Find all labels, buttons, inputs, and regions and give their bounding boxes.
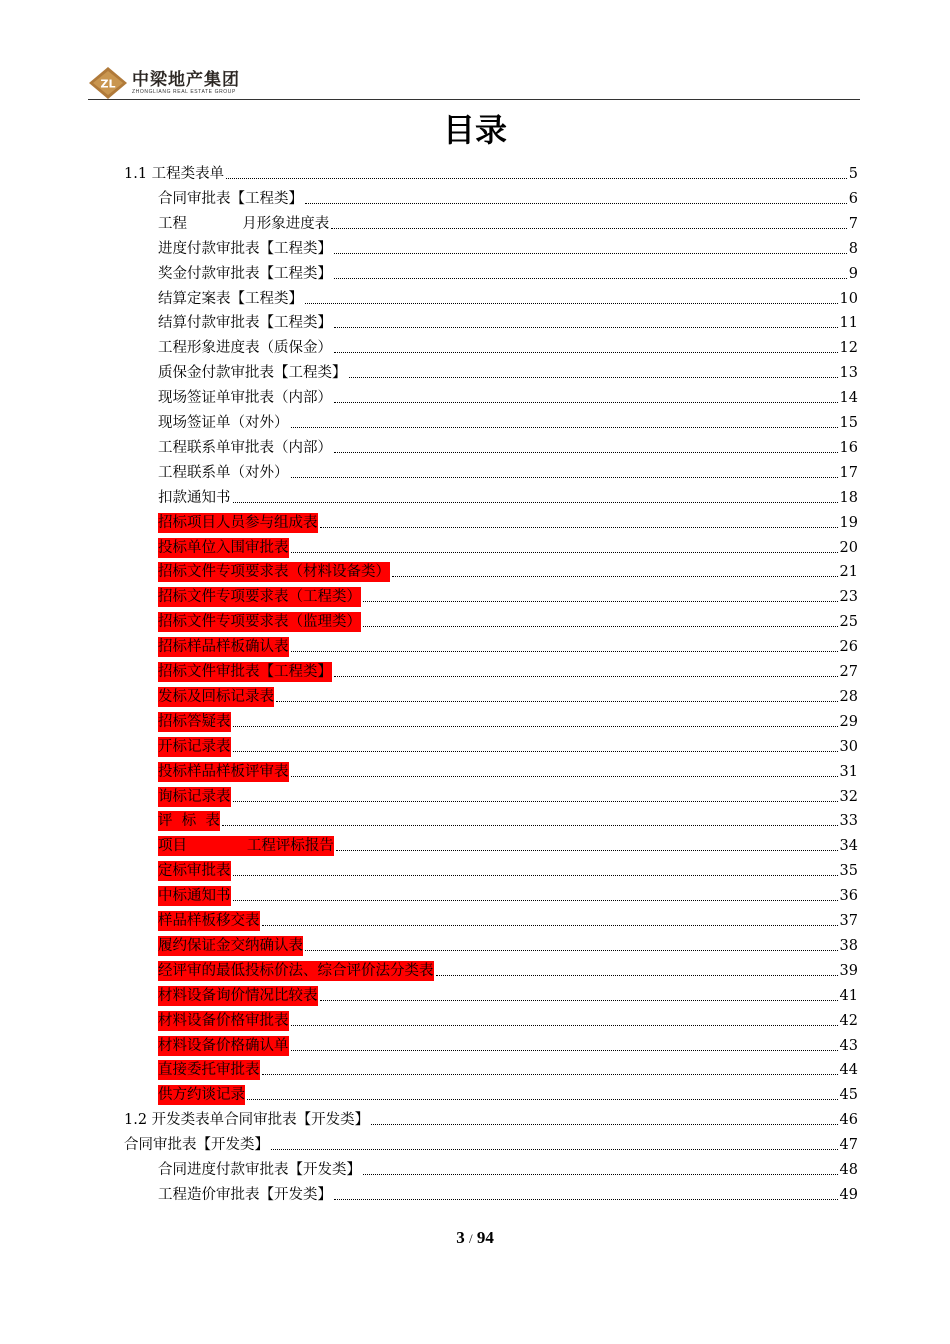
- toc-entry-page: 21: [839, 564, 858, 581]
- toc-entry-title: 开标记录表: [158, 738, 231, 755]
- dot-leader: [334, 278, 847, 279]
- toc-entry[interactable]: [158, 486, 858, 508]
- toc-entry[interactable]: [158, 287, 858, 309]
- toc-entry-title: 招标文件专项要求表（监理类）: [158, 614, 361, 631]
- page-footer: [0, 1228, 950, 1248]
- toc-entry-page: 26: [839, 639, 858, 656]
- dot-leader: [291, 552, 838, 553]
- toc-entry-title: 现场签证单（对外）: [158, 415, 289, 431]
- dot-leader: [247, 1099, 838, 1100]
- toc-entry-page: 15: [839, 415, 858, 431]
- toc-entry-title: 奖金付款审批表【工程类】: [158, 265, 332, 282]
- dot-leader: [363, 601, 838, 602]
- toc-entry[interactable]: [158, 511, 858, 533]
- current-page-number: 3: [456, 1228, 465, 1247]
- toc-entry[interactable]: [158, 884, 858, 906]
- toc-entry-title: 项目 工程评标报告: [158, 838, 334, 855]
- toc-entry-page: 49: [839, 1186, 858, 1203]
- dot-leader: [233, 751, 838, 752]
- toc-entry[interactable]: [158, 1034, 858, 1056]
- dot-leader: [331, 228, 846, 229]
- toc-entry-title: 现场签证单审批表（内部）: [158, 390, 332, 407]
- toc-entry[interactable]: [158, 785, 858, 807]
- toc-entry[interactable]: [158, 984, 858, 1006]
- toc-entry-title: 中标通知书: [158, 888, 231, 905]
- toc-entry[interactable]: [158, 436, 858, 458]
- toc-entry-title: 材料设备价格审批表: [158, 1012, 289, 1029]
- dot-leader: [226, 178, 847, 179]
- toc-entry-page: 42: [839, 1012, 858, 1029]
- toc-entry-title: 招标项目人员参与组成表: [158, 514, 318, 531]
- dot-leader: [334, 676, 838, 677]
- dot-leader: [291, 427, 838, 428]
- toc-entry-title: 工程形象进度表（质保金）: [158, 340, 332, 357]
- toc-entry-page: 29: [839, 713, 858, 730]
- dot-leader: [363, 1174, 838, 1175]
- toc-entry[interactable]: [158, 610, 858, 632]
- toc-entry-title: 合同审批表【工程类】: [158, 190, 303, 207]
- dot-leader: [334, 1199, 838, 1200]
- dot-leader: [276, 701, 838, 702]
- toc-entry-page: 32: [839, 788, 858, 805]
- toc-entry[interactable]: [158, 710, 858, 732]
- toc-entry[interactable]: [158, 386, 858, 408]
- toc-entry-page: 34: [839, 838, 858, 855]
- dot-leader: [291, 651, 838, 652]
- toc-entry-page: 39: [839, 962, 858, 979]
- toc-entry[interactable]: [158, 1083, 858, 1105]
- toc-entry[interactable]: [158, 1009, 858, 1031]
- toc-entry[interactable]: [158, 361, 858, 383]
- toc-entry[interactable]: [158, 262, 858, 284]
- dot-leader: [291, 776, 838, 777]
- toc-entry[interactable]: [124, 162, 858, 184]
- dot-leader: [233, 875, 838, 876]
- toc-entry-title: 1.2 开发类表单合同审批表【开发类】: [124, 1112, 370, 1129]
- dot-leader: [291, 477, 838, 478]
- toc-entry-page: 31: [839, 763, 858, 780]
- toc-entry-title: 发标及回标记录表: [158, 688, 274, 705]
- toc-entry-page: 41: [839, 987, 858, 1004]
- dot-leader: [233, 801, 838, 802]
- toc-entry[interactable]: [158, 834, 858, 856]
- toc-entry-title: 工程联系单（对外）: [158, 464, 289, 481]
- toc-entry-page: 9: [848, 265, 858, 282]
- toc-entry-title: 履约保证金交纳确认表: [158, 937, 303, 954]
- toc-entry[interactable]: [124, 1108, 858, 1130]
- dot-leader: [291, 1050, 838, 1051]
- toc-entry-page: 19: [839, 514, 858, 531]
- toc-entry-title: 直接委托审批表: [158, 1062, 260, 1079]
- toc-entry-page: 38: [839, 937, 858, 954]
- dot-leader: [305, 203, 847, 204]
- toc-entry-page: 33: [839, 813, 858, 830]
- toc-entry-title: 工程 月形象进度表: [158, 215, 330, 232]
- toc-entry-page: 35: [839, 863, 858, 880]
- toc-entry[interactable]: [158, 959, 858, 981]
- dot-leader: [349, 377, 838, 378]
- dot-leader: [436, 975, 838, 976]
- toc-entry-title: 经评审的最低投标价法、综合评价法分类表: [158, 962, 434, 979]
- toc-entry[interactable]: [158, 560, 858, 582]
- dot-leader: [334, 327, 838, 328]
- dot-leader: [320, 527, 838, 528]
- toc-entry[interactable]: [158, 336, 858, 358]
- toc-entry-title: 招标文件审批表【工程类】: [158, 664, 332, 680]
- toc-entry-title: 供方约谈记录: [158, 1087, 245, 1104]
- toc-entry[interactable]: [158, 585, 858, 607]
- company-logo: [88, 66, 240, 100]
- toc-entry[interactable]: [158, 237, 858, 259]
- dot-leader: [371, 1124, 837, 1125]
- toc-entry-title: 招标样品样板确认表: [158, 639, 289, 656]
- svg-text:ZL: ZL: [100, 77, 116, 91]
- toc-entry-title: 进度付款审批表【工程类】: [158, 240, 332, 257]
- toc-entry-title: 质保金付款审批表【工程类】: [158, 365, 347, 382]
- toc-entry-title: 投标单位入围审批表: [158, 539, 289, 556]
- dot-leader: [334, 253, 847, 254]
- toc-entry-page: 16: [839, 439, 858, 456]
- toc-entry-title: 材料设备价格确认单: [158, 1037, 289, 1054]
- toc-entry-page: 46: [839, 1112, 858, 1129]
- toc-entry-page: 14: [839, 390, 858, 407]
- dot-leader: [334, 452, 838, 453]
- dot-leader: [334, 352, 838, 353]
- dot-leader: [305, 950, 838, 951]
- dot-leader: [233, 726, 838, 727]
- toc-entry-title: 合同审批表【开发类】: [124, 1137, 269, 1154]
- toc-entry-page: 45: [839, 1087, 858, 1104]
- brand-name: 中梁地产集团: [132, 69, 240, 90]
- toc-entry[interactable]: [124, 1133, 858, 1155]
- toc-entry-title: 工程联系单审批表（内部）: [158, 439, 332, 456]
- toc-entry-title: 结算定案表【工程类】: [158, 290, 303, 307]
- toc-entry-title: 评 标 表: [158, 813, 220, 830]
- toc-entry[interactable]: [158, 735, 858, 757]
- zl-logo-icon: [88, 66, 128, 100]
- toc-entry-title: 结算付款审批表【工程类】: [158, 315, 332, 332]
- brand-subtitle: ZHONGLIANG REAL ESTATE GROUP: [132, 88, 236, 95]
- dot-leader: [363, 626, 838, 627]
- toc-entry-page: 37: [839, 913, 858, 929]
- dot-leader: [222, 825, 838, 826]
- toc-entry-page: 6: [848, 190, 858, 207]
- toc-entry[interactable]: [158, 660, 858, 682]
- toc-entry-page: 7: [848, 215, 858, 232]
- toc-entry-page: 10: [839, 290, 858, 307]
- toc-entry-page: 23: [839, 589, 858, 606]
- toc-entry[interactable]: [158, 809, 858, 831]
- dot-leader: [291, 1025, 838, 1026]
- header-rule: [88, 99, 860, 100]
- toc-entry-title: 招标文件专项要求表（材料设备类）: [158, 564, 390, 581]
- toc-entry-page: 17: [839, 464, 858, 481]
- toc-entry-title: 招标答疑表: [158, 713, 231, 730]
- toc-entry-page: 44: [839, 1062, 858, 1079]
- toc-entry-title: 工程造价审批表【开发类】: [158, 1186, 332, 1203]
- dot-leader: [233, 502, 838, 503]
- toc-entry-title: 投标样品样板评审表: [158, 763, 289, 780]
- dot-leader: [392, 576, 838, 577]
- toc-entry-page: 11: [839, 315, 858, 332]
- dot-leader: [233, 900, 838, 901]
- toc-entry[interactable]: [158, 1183, 858, 1205]
- toc-entry-page: 27: [839, 664, 858, 680]
- toc-entry[interactable]: [158, 1158, 858, 1180]
- toc-entry[interactable]: [158, 635, 858, 657]
- toc-entry[interactable]: [158, 212, 858, 234]
- page-title: 目录: [442, 111, 507, 149]
- toc-entry[interactable]: [158, 685, 858, 707]
- toc-entry-title: 询标记录表: [158, 788, 231, 805]
- toc-entry-page: 20: [839, 539, 858, 556]
- toc-entry-page: 12: [839, 340, 858, 357]
- toc-entry-page: 30: [839, 738, 858, 755]
- toc-entry-page: 18: [839, 489, 858, 506]
- toc-entry-page: 47: [839, 1137, 858, 1154]
- toc-entry-page: 28: [839, 688, 858, 705]
- page-separator: /: [468, 1231, 473, 1246]
- toc-entry-title: 1.1 工程类表单: [124, 166, 225, 182]
- dot-leader: [320, 1000, 838, 1001]
- total-pages: 94: [476, 1228, 494, 1247]
- dot-leader: [334, 402, 838, 403]
- toc-entry[interactable]: [158, 536, 858, 558]
- toc-entry-page: 36: [839, 888, 858, 905]
- toc-entry[interactable]: [158, 909, 858, 931]
- toc-entry[interactable]: [158, 1058, 858, 1080]
- toc-entry[interactable]: [158, 461, 858, 483]
- toc-entry-title: 材料设备询价情况比较表: [158, 987, 318, 1004]
- toc-entry-page: 43: [839, 1037, 858, 1054]
- dot-leader: [262, 1074, 838, 1075]
- toc-entry[interactable]: [158, 311, 858, 333]
- toc-entry-page: 25: [839, 614, 858, 631]
- toc-entry-title: 招标文件专项要求表（工程类）: [158, 589, 361, 606]
- toc-entry[interactable]: [158, 760, 858, 782]
- toc-entry-page: 48: [839, 1162, 858, 1178]
- toc-entry-page: 5: [848, 166, 858, 182]
- toc-entry[interactable]: [158, 934, 858, 956]
- toc-entry-title: 定标审批表: [158, 863, 231, 880]
- toc-entry-page: 8: [848, 240, 858, 257]
- dot-leader: [305, 303, 838, 304]
- dot-leader: [262, 925, 838, 926]
- page-header: [88, 62, 860, 102]
- dot-leader: [336, 850, 838, 851]
- toc-entry-title: 扣款通知书: [158, 489, 231, 506]
- toc-entry[interactable]: [158, 859, 858, 881]
- toc-entry-page: 13: [839, 365, 858, 382]
- toc-entry-title: 样品样板移交表: [158, 913, 260, 929]
- toc-entry-title: 合同进度付款审批表【开发类】: [158, 1162, 361, 1178]
- toc-entry[interactable]: [158, 187, 858, 209]
- toc-entry[interactable]: [158, 411, 858, 433]
- dot-leader: [271, 1149, 838, 1150]
